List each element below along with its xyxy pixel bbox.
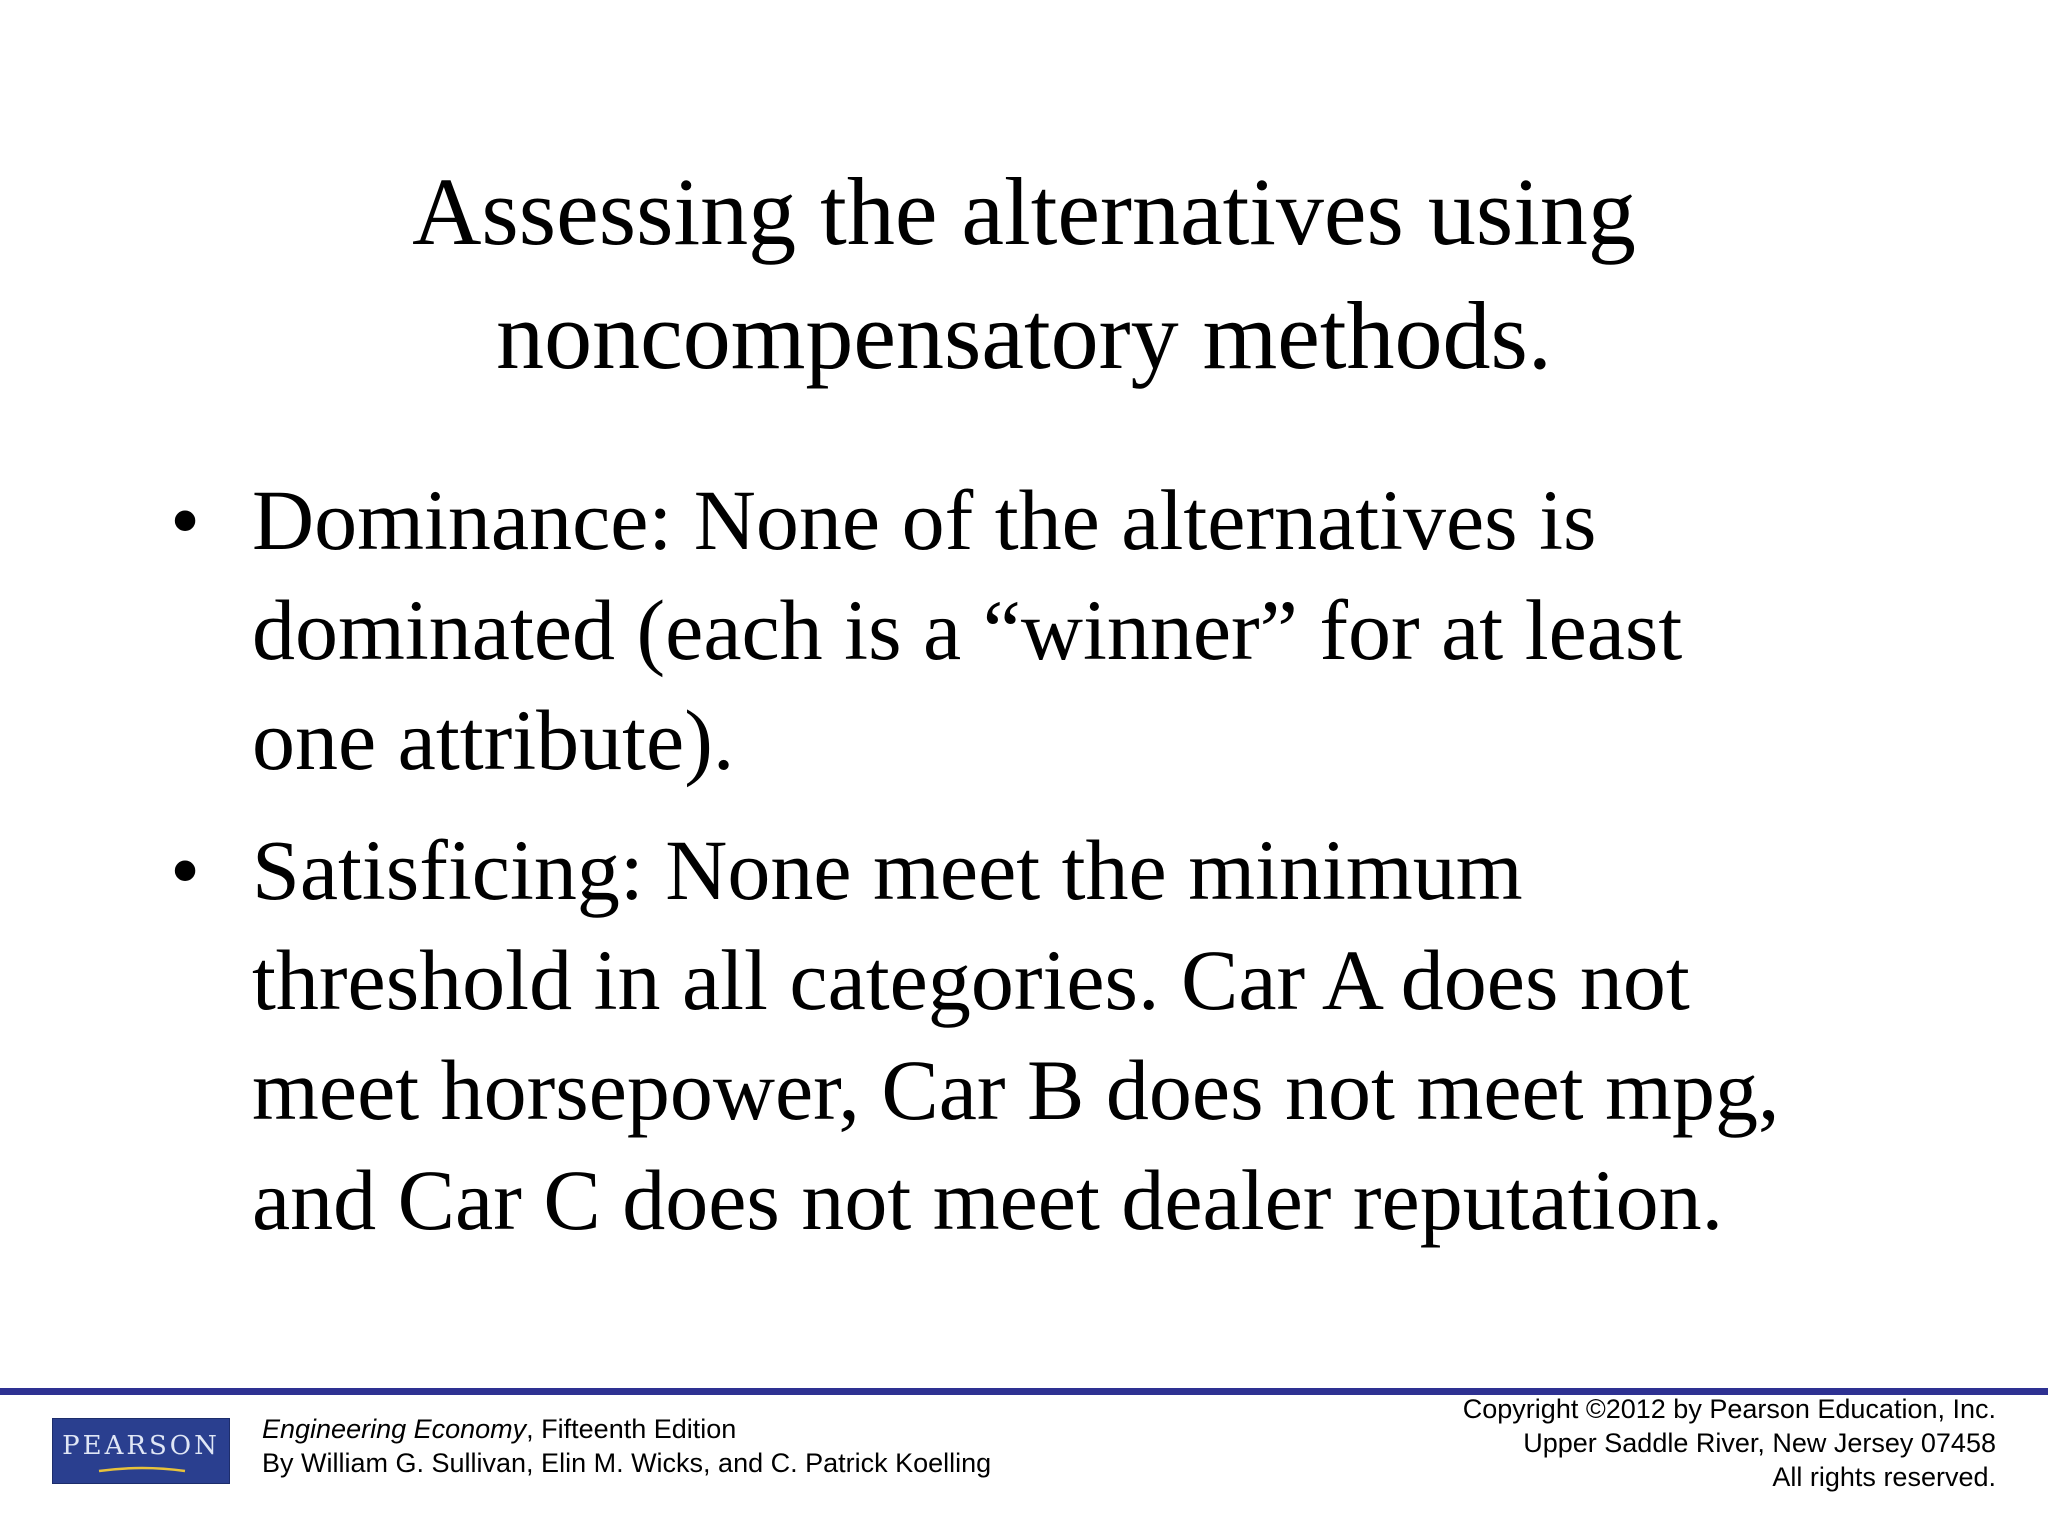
book-title: Engineering Economy bbox=[262, 1414, 527, 1444]
book-edition: , Fifteenth Edition bbox=[526, 1414, 737, 1444]
book-citation bbox=[262, 1412, 991, 1480]
logo-swoosh-icon bbox=[97, 1465, 187, 1473]
bullet-marker: • bbox=[170, 822, 201, 918]
bullet-text-line: threshold in all categories. Car A does not bbox=[252, 932, 1690, 1028]
book-authors: By William G. Sullivan, Elin M. Wicks, and C. Patrick Koelling bbox=[262, 1448, 992, 1478]
bullet-marker: • bbox=[170, 472, 201, 568]
bullet-satisficing bbox=[170, 815, 1930, 1255]
slide-title bbox=[0, 150, 2048, 398]
bullet-text-line: dominated (each is a “winner” for at least bbox=[252, 582, 1683, 678]
copyright-notice bbox=[1463, 1392, 1996, 1494]
bullet-list bbox=[170, 465, 1930, 1275]
copyright-line: Upper Saddle River, New Jersey 07458 bbox=[1523, 1428, 1996, 1458]
pearson-logo-text: PEARSON bbox=[62, 1431, 220, 1461]
bullet-text-line: one attribute). bbox=[252, 692, 735, 788]
bullet-text-line: Satisficing: None meet the minimum bbox=[252, 822, 1523, 918]
pearson-logo bbox=[52, 1418, 230, 1484]
bullet-text-line: and Car C does not meet dealer reputation. bbox=[252, 1152, 1724, 1248]
book-title-line bbox=[262, 1412, 991, 1446]
slide-title-line: Assessing the alternatives using bbox=[412, 158, 1636, 265]
copyright-line: Copyright ©2012 by Pearson Education, Inc. bbox=[1462, 1394, 1996, 1424]
slide-title-line: noncompensatory methods. bbox=[496, 282, 1552, 389]
copyright-line: All rights reserved. bbox=[1772, 1462, 1996, 1492]
bullet-text-line: Dominance: None of the alternatives is bbox=[252, 472, 1597, 568]
bullet-dominance bbox=[170, 465, 1930, 795]
bullet-text-line: meet horsepower, Car B does not meet mpg, bbox=[252, 1042, 1780, 1138]
